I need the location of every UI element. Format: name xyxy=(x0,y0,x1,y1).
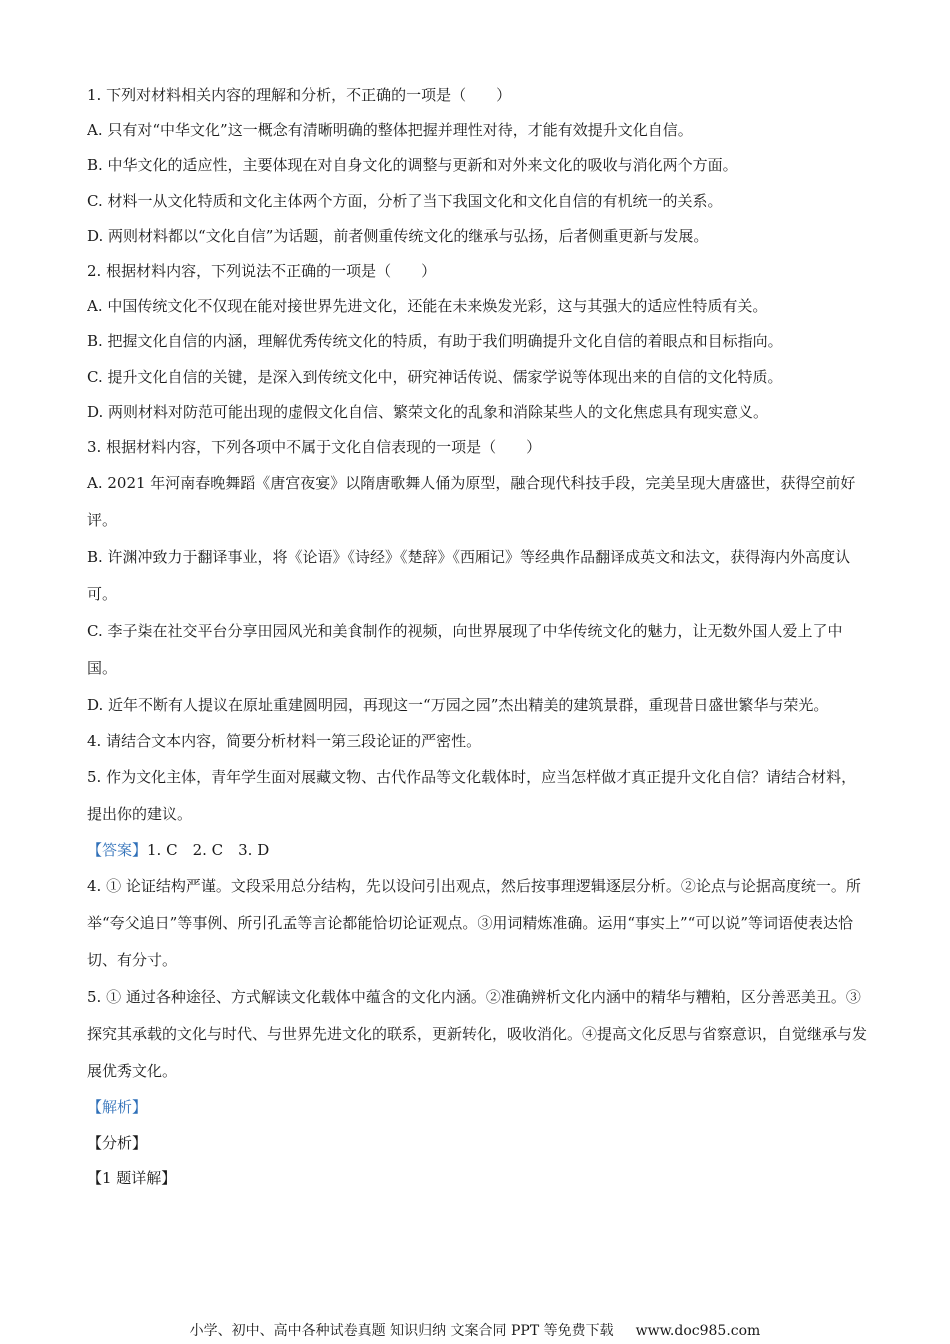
answer-line xyxy=(87,833,867,868)
question-3: 3. 根据材料内容，下列各项中不属于文化自信表现的一项是（ ） xyxy=(87,437,542,456)
answer-values: 1. C 2. C 3. D xyxy=(147,841,270,860)
question-1-option-d: D. 两则材料都以“文化自信”为话题，前者侧重传统文化的继承与弘扬，后者侧重更新与发展。 xyxy=(87,226,709,245)
answer-5: 5. ① 通过各种途径、方式解读文化载体中蕴含的文化内涵。②准确辨析文化内涵中的精华与糟粕，区分善恶美丑。③探究其承载的文化与时代、与世界先进文化的联系，更新转化，吸收消化。④提高文化反思与省察意识，自觉继承与发展优秀文化。 xyxy=(87,988,868,1081)
question-2-option-c: C. 提升文化自信的关键，是深入到传统文化中，研究神话传说、儒家学说等体现出来的自信的文化特质。 xyxy=(87,367,783,386)
question-1-option-b: B. 中华文化的适应性，主要体现在对自身文化的调整与更新和对外来文化的吸收与消化两个方面。 xyxy=(87,156,738,175)
answer-label: 【答案】 xyxy=(87,841,148,860)
question-1-option-a: A. 只有对“中华文化”这一概念有清晰明确的整体把握并理性对待，才能有效提升文化自信。 xyxy=(87,121,693,140)
question-4: 4. 请结合文本内容，简要分析材料一第三段论证的严密性。 xyxy=(87,732,482,751)
question-5: 5. 作为文化主体，青年学生面对展藏文物、古代作品等文化载体时，应当怎样做才真正提升文化自信？请结合材料，提出你的建议。 xyxy=(87,768,857,824)
question-1-option-c: C. 材料一从文化特质和文化主体两个方面，分析了当下我国文化和文化自信的有机统一的关系。 xyxy=(87,191,723,210)
page-footer xyxy=(0,1320,950,1340)
answer-4: 4. ① 论证结构严谨。文段采用总分结构，先以设问引出观点，然后按事理逻辑逐层分析。②论点与论据高度统一。所举“夸父追日”等事例、所引孔孟等言论都能恰切论证观点。③用词精炼准确。运用“事实上”“可以说”等词语使表达恰切、有分寸。 xyxy=(87,877,861,970)
exam-content xyxy=(87,78,867,1196)
fenxi-heading: 【分析】 xyxy=(87,1133,148,1152)
analysis-label: 【解析】 xyxy=(87,1098,148,1117)
question-3-option-b: B. 许渊冲致力于翻译事业，将《论语》《诗经》《楚辞》《西厢记》等经典作品翻译成英文和法文，获得海内外高度认可。 xyxy=(87,548,851,604)
question-2-option-a: A. 中国传统文化不仅现在能对接世界先进文化，还能在未来焕发光彩，这与其强大的适应性特质有关。 xyxy=(87,297,768,316)
question-2-option-b: B. 把握文化自信的内涵，理解优秀传统文化的特质，有助于我们明确提升文化自信的着眼点和目标指向。 xyxy=(87,332,783,351)
question-1-detail-heading: 【1 题详解】 xyxy=(87,1168,177,1187)
question-3-option-a: A. 2021 年河南春晚舞蹈《唐宫夜宴》以隋唐歌舞人俑为原型，融合现代科技手段，完美呈现大唐盛世，获得空前好评。 xyxy=(87,474,856,530)
footer-website: www.doc985.com xyxy=(635,1323,761,1339)
question-3-option-c: C. 李子柒在社交平台分享田园风光和美食制作的视频，向世界展现了中华传统文化的魅力，让无数外国人爱上了中国。 xyxy=(87,622,843,678)
question-2-option-d: D. 两则材料对防范可能出现的虚假文化自信、繁荣文化的乱象和消除某些人的文化焦虑具有现实意义。 xyxy=(87,402,769,421)
question-3-option-d: D. 近年不断有人提议在原址重建圆明园，再现这一“万园之园”杰出精美的建筑景群，重现昔日盛世繁华与荣光。 xyxy=(87,696,829,715)
analysis-heading xyxy=(87,1090,867,1125)
question-1: 1. 下列对材料相关内容的理解和分析，不正确的一项是（ ） xyxy=(87,86,512,104)
footer-text: 小学、初中、高中各种试卷真题 知识归纳 文案合同 PPT 等免费下载 xyxy=(189,1323,614,1339)
question-2: 2. 根据材料内容，下列说法不正确的一项是（ ） xyxy=(87,261,437,280)
